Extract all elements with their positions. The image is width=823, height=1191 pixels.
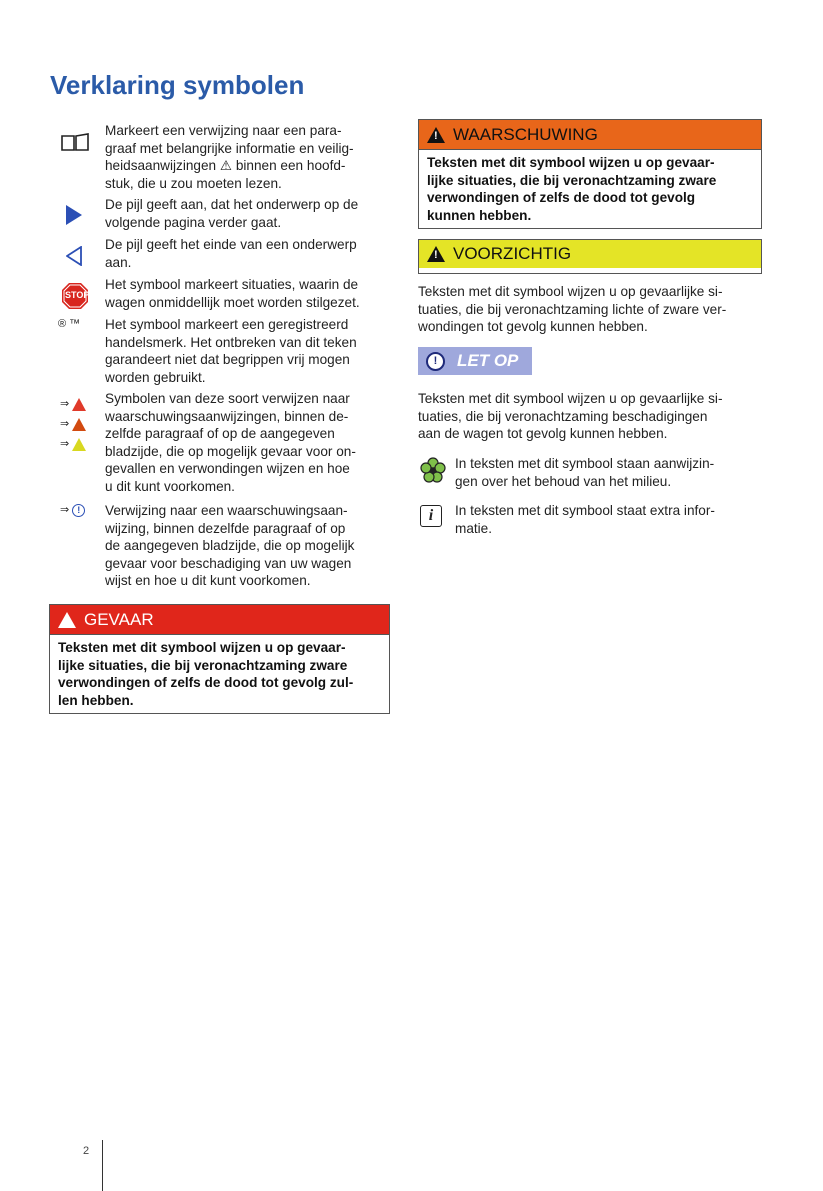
arrow-left-outline-icon xyxy=(66,246,82,271)
let-op-header: ! LET OP xyxy=(418,347,532,375)
symbol-description: Markeert een verwijzing naar een para- graaf met belangrijke informatie en veilig- heidsaanwijzingen ⚠ binnen een hoofd- stuk, die u zou moeten lezen. xyxy=(105,123,354,191)
notice-reference-icon: ⇒ ! xyxy=(60,503,85,517)
warning-red-icon xyxy=(72,398,86,411)
book-icon xyxy=(60,132,92,157)
page-title: Verklaring symbolen xyxy=(50,70,305,100)
stop-sign-icon: STOP xyxy=(61,282,89,310)
gevaar-box xyxy=(49,604,390,714)
waarschuwing-header: ! WAARSCHUWING xyxy=(419,120,761,150)
warning-orange-icon xyxy=(72,418,86,431)
notice-icon: ! xyxy=(426,352,445,371)
waarschuwing-box xyxy=(418,119,762,229)
voorzichtig-box xyxy=(418,239,762,274)
symbol-description: De pijl geeft aan, dat het onderwerp op de volgende pagina verder gaat. xyxy=(105,197,359,230)
gevaar-text: Teksten met dit symbool wijzen u op gevaar- lijke situaties, die bij veronachtzaming zware verwondingen of zelfs de dood tot gevolg zul- len hebben. xyxy=(58,640,354,708)
waarschuwing-text: Teksten met dit symbool wijzen u op gevaar- lijke situaties, die bij veronachtzaming zware verwondingen of zelfs de dood tot gevolg kunnen hebben. xyxy=(427,155,717,223)
warning-reference-icons: ⇒ ⇒ ⇒ xyxy=(60,394,86,454)
page-number: 2 xyxy=(83,1145,90,1157)
arrow-right-filled-icon xyxy=(66,205,82,230)
environment-text: In teksten met dit symbool staan aanwijzin- gen over het behoud van het milieu. xyxy=(455,456,715,489)
symbol-description: Verwijzing naar een waarschuwingsaan- wijzing, binnen dezelfde paragraaf of op de aangegeven bladzijde, die op mogelijk gevaar voor beschadiging van uw wagen wijst en hoe u dit kunt voorkomen. xyxy=(105,503,355,589)
gevaar-header: ! GEVAAR xyxy=(50,605,389,635)
warning-triangle-icon xyxy=(58,612,76,628)
environment-flower-icon xyxy=(420,457,446,488)
symbol-description: Het symbool markeert situaties, waarin de wagen onmiddellijk moet worden stilgezet. xyxy=(105,277,360,310)
symbol-description: Symbolen van deze soort verwijzen naar waarschuwingsaanwijzingen, binnen de- zelfde paragraaf of op de aangegeven bladzijde, die op mogelijk gevaar voor on- gevallen en verwondingen wijzen en hoe u dit kunt voorkomen. xyxy=(105,391,356,494)
let-op-text: Teksten met dit symbool wijzen u op gevaarlijke si- tuaties, die bij veronachtzaming beschadigingen aan de wagen tot gevolg kunnen hebben. xyxy=(418,391,723,442)
warning-triangle-icon xyxy=(427,127,445,143)
voorzichtig-text: Teksten met dit symbool wijzen u op gevaarlijke si- tuaties, die bij veronachtzaming lichte of zware ver- wondingen tot gevolg kunnen hebben. xyxy=(418,284,727,335)
symbol-description: De pijl geeft het einde van een onderwerp aan. xyxy=(105,237,357,270)
info-icon: i xyxy=(420,505,442,527)
symbol-description: Het symbool markeert een geregistreerd handelsmerk. Het ontbreken van dit teken garandeert niet dat begrippen vrij mogen worden gebruikt. xyxy=(105,317,357,385)
registered-trademark-icon: ® ™ xyxy=(58,318,81,330)
info-text: In teksten met dit symbool staat extra infor- matie. xyxy=(455,503,715,536)
page-divider xyxy=(102,1140,103,1191)
warning-triangle-icon xyxy=(427,246,445,262)
voorzichtig-header: ! VOORZICHTIG xyxy=(419,240,761,273)
warning-yellow-icon xyxy=(72,438,86,451)
